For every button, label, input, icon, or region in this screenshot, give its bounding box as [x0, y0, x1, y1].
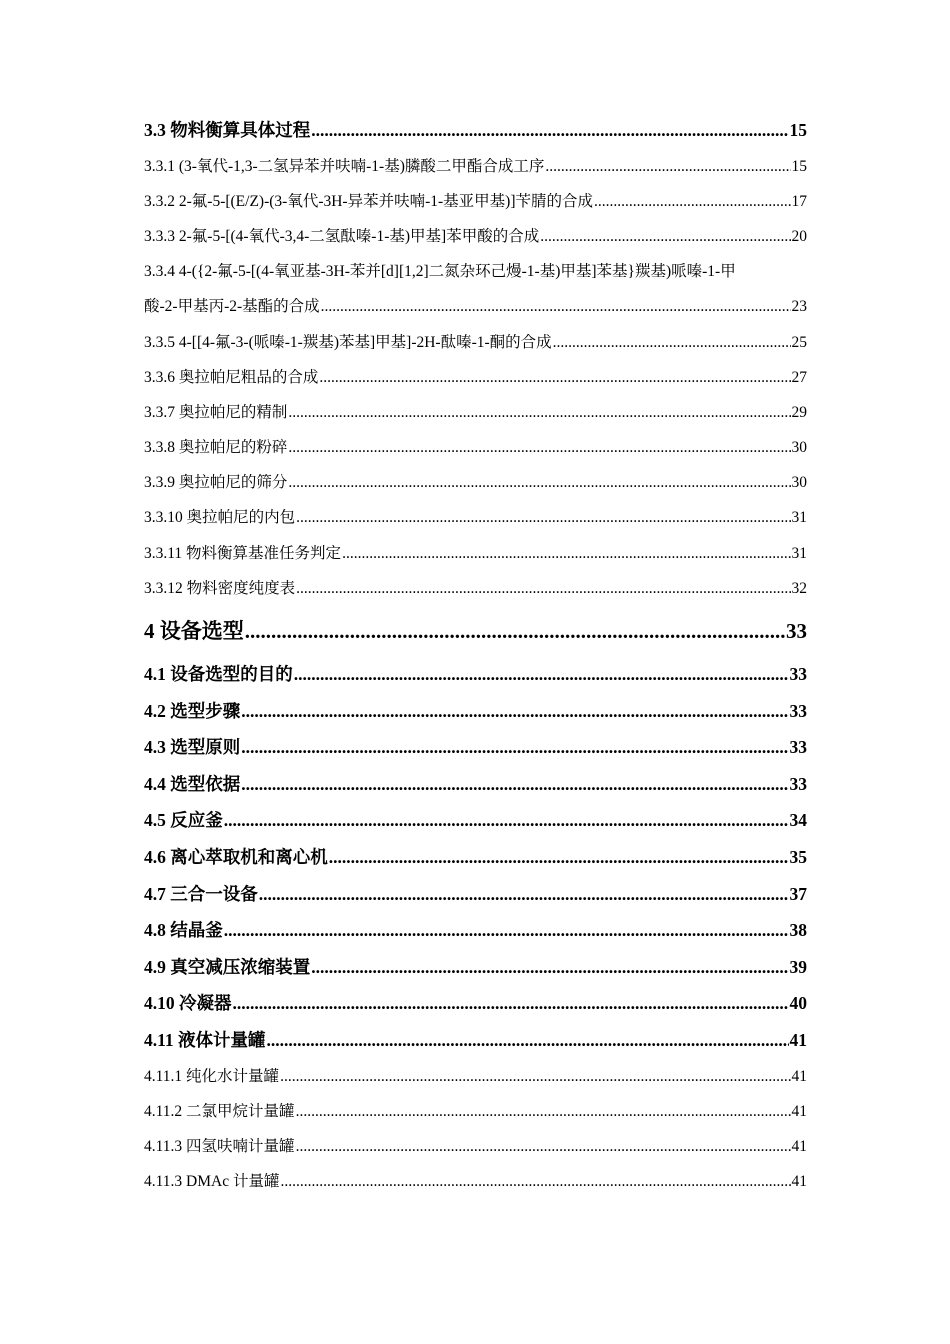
leader-dots — [296, 500, 790, 535]
toc-entry-label: 4.7 三合一设备 — [144, 883, 258, 904]
toc-entry-label: 4.11.3 DMAc 计量罐 — [144, 1173, 280, 1191]
toc-entry-first-line[interactable]: 3.3.4 4-({2-氟-5-[(4-氧亚基-3H-苯并[d][1,2]二氮杂环己熳-1-基)甲基]苯基}羰基)哌嗪-1-甲 — [144, 263, 736, 281]
leader-dots — [288, 465, 790, 500]
toc-entry[interactable] — [144, 839, 807, 876]
toc-entry-page: 41 — [791, 1067, 807, 1085]
toc-entry[interactable] — [144, 1059, 807, 1094]
toc-entry-page: 33 — [789, 773, 807, 794]
leader-dots — [241, 693, 788, 730]
toc-entry-label: 4.8 结晶釜 — [144, 920, 223, 941]
toc-entry-page: 34 — [789, 810, 807, 831]
toc-entry-label: 酸-2-甲基丙-2-基酯的合成 — [144, 298, 320, 316]
toc-entry-label: 3.3.7 奥拉帕尼的精制 — [144, 403, 288, 421]
toc-entry[interactable] — [144, 985, 807, 1022]
toc-entry-label: 3.3.1 (3-氧代-1,3-二氢异苯并呋喃-1-基)膦酸二甲酯合成工序 — [144, 157, 545, 175]
leader-dots — [311, 112, 788, 149]
toc-entry[interactable] — [144, 693, 807, 730]
leader-dots — [296, 571, 790, 606]
toc-entry[interactable] — [144, 802, 807, 839]
toc-entry-page: 35 — [789, 847, 807, 867]
leader-dots — [241, 766, 788, 803]
toc-entry-page: 30 — [791, 474, 807, 492]
leader-dots — [311, 949, 788, 986]
toc-entry[interactable] — [144, 656, 807, 693]
toc-entry[interactable] — [144, 430, 807, 465]
toc-entry[interactable] — [144, 149, 807, 184]
toc-entry-label: 3.3.10 奥拉帕尼的内包 — [144, 509, 296, 527]
toc-entry[interactable] — [144, 1094, 807, 1129]
toc-entry-label: 3.3.2 2-氟-5-[(E/Z)-(3-氧代-3H-异苯并呋喃-1-基亚甲基)]苄腈的合成 — [144, 192, 593, 210]
toc-entry-label: 3.3.3 2-氟-5-[(4-氧代-3,4-二氢酞嗪-1-基)甲基]苯甲酸的合成 — [144, 227, 540, 245]
toc-entry-label: 4.11 液体计量罐 — [144, 1029, 266, 1050]
leader-dots — [224, 802, 789, 839]
leader-dots — [267, 1022, 789, 1059]
toc-entry-page: 20 — [791, 227, 807, 245]
toc-entry[interactable] — [144, 912, 807, 949]
toc-entry[interactable] — [144, 219, 807, 254]
toc-entry-label: 3.3 物料衡算具体过程 — [144, 120, 311, 140]
toc-entry[interactable] — [144, 949, 807, 986]
toc-entry-page: 33 — [786, 619, 807, 644]
toc-entry-page: 30 — [791, 439, 807, 457]
toc-entry[interactable] — [144, 289, 807, 324]
toc-entry-page: 15 — [791, 157, 807, 175]
leader-dots — [329, 839, 789, 876]
toc-entry-label: 3.3.6 奥拉帕尼粗品的合成 — [144, 368, 319, 386]
leader-dots — [321, 289, 791, 324]
leader-dots — [342, 536, 790, 571]
leader-dots — [319, 360, 790, 395]
leader-dots — [245, 606, 785, 656]
toc-entry-label: 4.2 选型步骤 — [144, 700, 241, 721]
toc-entry-page: 17 — [791, 192, 807, 210]
toc-entry-label: 3.3.5 4-[[4-氟-3-(哌嗪-1-羰基)苯基]甲基]-2H-酞嗪-1-酮的合成 — [144, 333, 552, 351]
toc-entry-label: 4.6 离心萃取机和离心机 — [144, 847, 328, 867]
toc-entry-page: 29 — [791, 403, 807, 421]
toc-entry-page: 31 — [791, 544, 807, 562]
leader-dots — [241, 729, 788, 766]
toc-entry-label: 3.3.12 物料密度纯度表 — [144, 579, 296, 597]
toc-entry-page: 41 — [791, 1102, 807, 1120]
toc-entry-page: 39 — [789, 956, 807, 977]
toc-entry[interactable] — [144, 465, 807, 500]
toc-entry[interactable] — [144, 395, 807, 430]
leader-dots — [594, 184, 791, 219]
toc-entry-page: 32 — [791, 579, 807, 597]
toc-entry-label: 4.9 真空减压浓缩装置 — [144, 956, 311, 977]
toc-entry-page: 41 — [791, 1173, 807, 1191]
leader-dots — [280, 1059, 790, 1094]
leader-dots — [296, 1129, 791, 1164]
toc-entry-page: 37 — [789, 883, 807, 904]
toc-entry[interactable] — [144, 1164, 807, 1199]
toc-entry-page: 33 — [789, 737, 807, 758]
toc-entry-label: 4.4 选型依据 — [144, 773, 241, 794]
toc-entry[interactable] — [144, 112, 807, 149]
leader-dots — [224, 912, 789, 949]
leader-dots — [280, 1164, 790, 1199]
toc-entry-label: 4 设备选型 — [144, 619, 244, 644]
toc-entry-page: 41 — [789, 1029, 807, 1050]
toc-entry-page: 27 — [791, 368, 807, 386]
toc-entry-page: 33 — [789, 700, 807, 721]
toc-entry-label: 3.3.8 奥拉帕尼的粉碎 — [144, 439, 288, 457]
toc-entry-page: 38 — [789, 920, 807, 941]
toc-entry-page: 31 — [791, 509, 807, 527]
toc-entry-label: 4.3 选型原则 — [144, 737, 241, 758]
leader-dots — [233, 985, 789, 1022]
toc-entry-label: 3.3.9 奥拉帕尼的筛分 — [144, 474, 288, 492]
toc-entry[interactable] — [144, 536, 807, 571]
toc-entry-page: 15 — [789, 120, 807, 140]
leader-dots — [259, 876, 789, 913]
leader-dots — [288, 395, 790, 430]
toc-entry-label: 4.11.1 纯化水计量罐 — [144, 1067, 280, 1085]
toc-entry[interactable] — [144, 325, 807, 360]
toc-entry-label: 4.1 设备选型的目的 — [144, 664, 293, 685]
toc-entry-chapter[interactable] — [144, 606, 807, 656]
leader-dots — [553, 325, 791, 360]
toc-entry[interactable] — [144, 571, 807, 606]
toc-entry-label: 4.11.3 四氢呋喃计量罐 — [144, 1137, 295, 1155]
toc-entry[interactable] — [144, 184, 807, 219]
toc-entry-page: 33 — [789, 664, 807, 685]
toc-entry[interactable] — [144, 500, 807, 535]
toc-entry-page: 25 — [791, 333, 807, 351]
leader-dots — [545, 149, 790, 184]
toc-entry[interactable] — [144, 1022, 807, 1059]
toc-entry-page: 23 — [791, 298, 807, 316]
toc-entry-page: 40 — [789, 993, 807, 1014]
leader-dots — [288, 430, 790, 465]
leader-dots — [540, 219, 790, 254]
toc-entry[interactable] — [144, 360, 807, 395]
toc-entry-label: 4.5 反应釜 — [144, 810, 223, 831]
toc-entry[interactable] — [144, 1129, 807, 1164]
toc-entry[interactable] — [144, 729, 807, 766]
toc-entry[interactable] — [144, 876, 807, 913]
toc-entry-label: 3.3.11 物料衡算基准任务判定 — [144, 544, 342, 562]
toc-entry[interactable] — [144, 766, 807, 803]
leader-dots — [294, 656, 789, 693]
toc-entry-page: 41 — [791, 1137, 807, 1155]
table-of-contents — [144, 112, 807, 1199]
toc-entry-label: 4.11.2 二氯甲烷计量罐 — [144, 1102, 295, 1120]
leader-dots — [296, 1094, 791, 1129]
toc-entry-label: 4.10 冷凝器 — [144, 993, 232, 1014]
